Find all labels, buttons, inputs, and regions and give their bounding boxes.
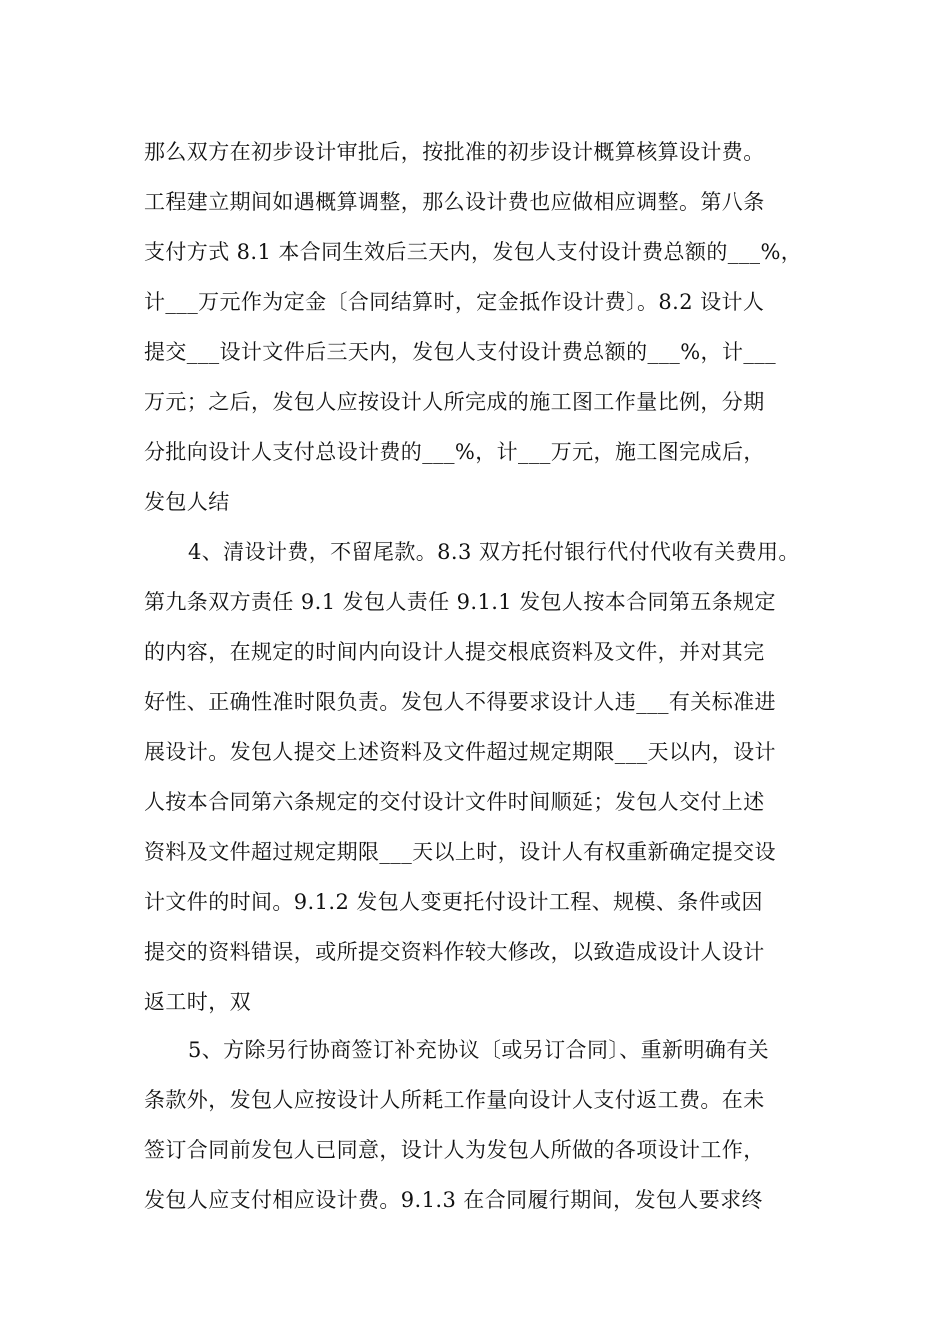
text-line: 那么双方在初步设计审批后，按批准的初步设计概算核算设计费。 — [144, 140, 765, 164]
text-line: 分批向设计人支付总设计费的___%，计___万元，施工图完成后， — [144, 440, 765, 464]
text-line: 第九条双方责任 9.1 发包人责任 9.1.1 发包人按本合同第五条规定 — [144, 590, 776, 614]
text-line: 万元；之后，发包人应按设计人所完成的施工图工作量比例，分期 — [144, 390, 765, 414]
text-line: 5、方除另行协商签订补充协议〔或另订合同〕、重新明确有关 — [188, 1038, 770, 1062]
text-line: 提交的资料错误，或所提交资料作较大修改，以致造成设计人设计 — [144, 940, 765, 964]
text-line: 提交___设计文件后三天内，发包人支付设计费总额的___%，计___ — [144, 340, 777, 364]
text-line: 计___万元作为定金〔合同结算时，定金抵作设计费〕。8.2 设计人 — [144, 290, 765, 314]
text-line: 条款外，发包人应按设计人所耗工作量向设计人支付返工费。在未 — [144, 1088, 765, 1112]
text-line: 工程建立期间如遇概算调整，那么设计费也应做相应调整。第八条 — [144, 190, 765, 214]
text-line: 的内容，在规定的时间内向设计人提交根底资料及文件，并对其完 — [144, 640, 765, 664]
text-line: 资料及文件超过规定期限___天以上时，设计人有权重新确定提交设 — [144, 840, 776, 864]
text-line: 展设计。发包人提交上述资料及文件超过规定期限___天以内，设计 — [144, 740, 776, 764]
text-line: 4、清设计费，不留尾款。8.3 双方托付银行代付代收有关费用。 — [188, 540, 800, 564]
text-line: 计文件的时间。9.1.2 发包人变更托付设计工程、规模、条件或因 — [144, 890, 763, 914]
text-line: 发包人结 — [144, 490, 230, 514]
text-line: 签订合同前发包人已同意，设计人为发包人所做的各项设计工作， — [144, 1138, 765, 1162]
text-line: 好性、正确性准时限负责。发包人不得要求设计人违___有关标准进 — [144, 690, 776, 714]
paragraph-section-5 — [144, 1025, 824, 1225]
text-line: 返工时，双 — [144, 990, 251, 1014]
text-line: 发包人应支付相应设计费。9.1.3 在合同履行期间，发包人要求终 — [144, 1188, 763, 1212]
paragraph-section-4 — [144, 527, 824, 1027]
text-line: 支付方式 8.1 本合同生效后三天内，发包人支付设计费总额的___%， — [144, 240, 803, 264]
text-line: 人按本合同第六条规定的交付设计文件时间顺延；发包人交付上述 — [144, 790, 765, 814]
paragraph-fee-payment — [144, 127, 824, 527]
